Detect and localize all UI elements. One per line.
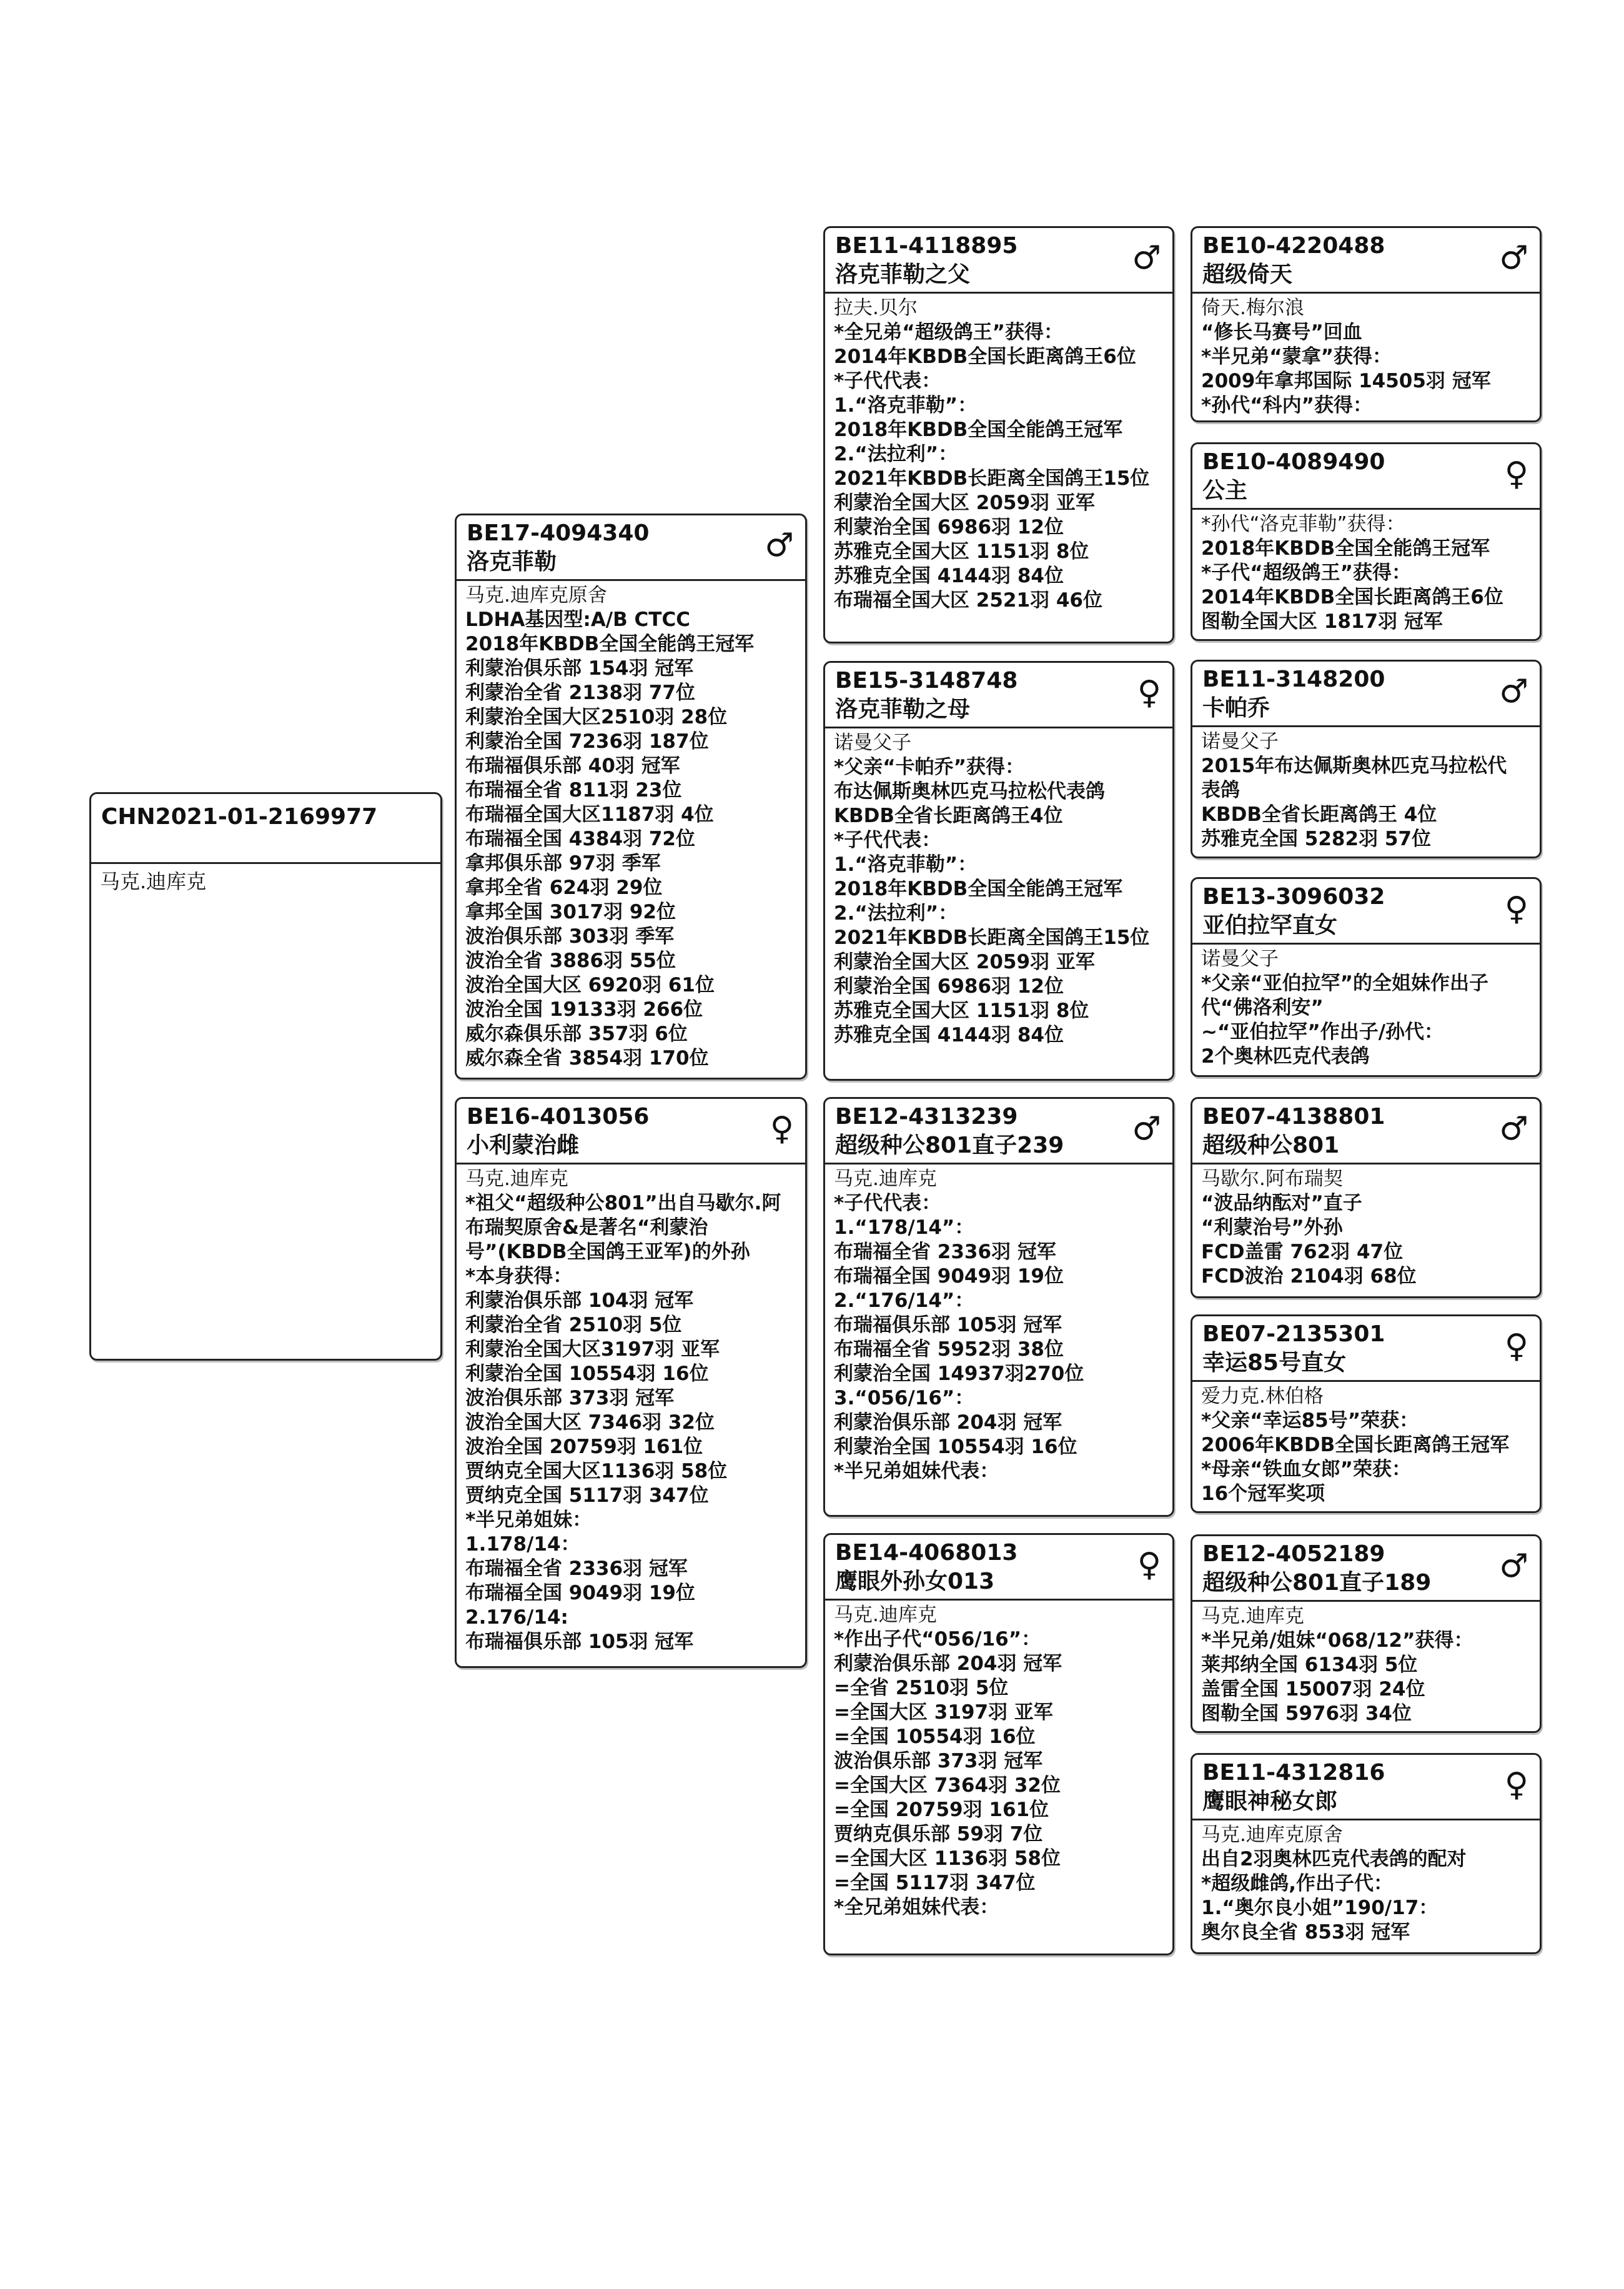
male-sex-icon: ♂: [1499, 673, 1528, 710]
achievement-line: 波治全国 20759羽 161位: [465, 1436, 703, 1458]
achievement-line: 2021年KBDB长距离全国鸽王15位: [834, 467, 1150, 490]
ring-number: BE12-4052189: [1202, 1541, 1385, 1567]
achievement-line: *全兄弟“超级鸽王”获得：: [834, 321, 1063, 344]
pigeon-name: 亚伯拉罕直女: [1202, 913, 1338, 938]
achievement-line: 威尔森全省 3854羽 170位: [465, 1047, 709, 1070]
pigeon-name: 公主: [1202, 478, 1248, 504]
male-sex-icon: ♂: [1499, 1110, 1528, 1148]
dam-sire-dam-card: [1191, 1314, 1542, 1513]
achievement-line: LDHA基因型:A/B CTCC: [465, 608, 690, 631]
card-body: [1192, 727, 1540, 855]
breeder-line: 马克.迪库克: [1201, 1605, 1304, 1627]
card-header: [1192, 662, 1540, 727]
female-sex-icon: ♀: [1137, 1546, 1161, 1584]
male-sex-icon: ♂: [1132, 239, 1161, 277]
card-body: [457, 1164, 805, 1658]
achievement-line: *子代代表：: [834, 829, 941, 852]
achievement-line: 代“佛洛利安”: [1201, 996, 1324, 1019]
pigeon-name: 超级种公801: [1202, 1133, 1340, 1158]
sire-dam-card: [823, 661, 1174, 1081]
achievement-line: 1.“洛克菲勒”：: [834, 853, 978, 876]
achievement-line: 利蒙治全国大区 2059羽 亚军: [834, 492, 1095, 514]
dam-dam-sire-card: [1191, 1534, 1542, 1733]
achievement-line: *孙代“科内”获得：: [1201, 394, 1372, 417]
achievement-line: 利蒙治俱乐部 204羽 冠军: [834, 1411, 1062, 1434]
achievement-line: 利蒙治全国 6986羽 12位: [834, 975, 1064, 998]
ring-number: BE11-4118895: [835, 233, 1018, 259]
achievement-line: 2.“176/14”：: [834, 1289, 974, 1312]
card-body: [1192, 945, 1540, 1073]
achievement-line: =全省 2510羽 5位: [834, 1677, 1009, 1699]
achievement-line: 2006年KBDB全国长距离鸽王冠军: [1201, 1434, 1510, 1456]
breeder-line: 马克.迪库克: [834, 1604, 937, 1626]
card-header: [1192, 1755, 1540, 1820]
achievement-line: *半兄弟/姐妹“068/12”获得：: [1201, 1629, 1473, 1652]
achievement-line: 波治全省 3886羽 55位: [465, 950, 676, 972]
achievement-line: FCD波治 2104羽 68位: [1201, 1265, 1417, 1288]
achievement-line: 布瑞福俱乐部 105羽 冠军: [834, 1314, 1062, 1336]
card-header: [825, 228, 1172, 294]
achievement-line: 号”(KBDB全国鸽王亚军)的外孙: [465, 1241, 750, 1263]
achievement-line: *父亲“幸运85号”荣获：: [1201, 1409, 1419, 1432]
achievement-line: 2018年KBDB全国全能鸽王冠军: [834, 419, 1123, 441]
breeder-line: 诺曼父子: [834, 732, 911, 754]
achievement-line: 利蒙治全国 6986羽 12位: [834, 516, 1064, 539]
achievement-line: *作出子代“056/16”：: [834, 1628, 1041, 1651]
pigeon-name: 洛克菲勒: [467, 549, 557, 575]
pigeon-name: 鹰眼神秘女郎: [1202, 1789, 1338, 1814]
achievement-line: 莱邦纳全国 6134羽 5位: [1201, 1654, 1418, 1676]
achievement-line: 16个冠军奖项: [1201, 1482, 1325, 1505]
achievement-line: 波治俱乐部 373羽 冠军: [834, 1750, 1043, 1772]
achievement-line: *子代“超级鸽王”获得：: [1201, 562, 1411, 584]
card-header: [1192, 1316, 1540, 1382]
achievement-line: 布瑞福全省 5952羽 38位: [834, 1338, 1064, 1361]
achievement-line: 布瑞福全省 2336羽 冠军: [834, 1241, 1056, 1263]
achievement-line: 图勒全国大区 1817羽 冠军: [1201, 610, 1443, 633]
achievement-line: 威尔森俱乐部 357羽 6位: [465, 1023, 688, 1045]
breeder-line: 马克.迪库克: [834, 1168, 937, 1190]
male-sex-icon: ♂: [1499, 1547, 1528, 1585]
pigeon-name: 小利蒙治雌: [467, 1133, 580, 1158]
male-sex-icon: ♂: [1132, 1110, 1161, 1148]
pigeon-name: 超级倚天: [1202, 262, 1293, 287]
achievement-line: 奥尔良全省 853羽 冠军: [1201, 1921, 1410, 1944]
achievement-line: KBDB全省长距离鸽王4位: [834, 805, 1063, 827]
female-sex-icon: ♀: [1504, 455, 1528, 493]
card-body: [1192, 510, 1540, 638]
achievement-line: 利蒙治全国 10554羽 16位: [465, 1363, 709, 1385]
achievement-line: 2.“法拉利”：: [834, 443, 958, 465]
card-header: [825, 1535, 1172, 1601]
breeder-line: 拉夫.贝尔: [834, 297, 918, 319]
achievement-line: 波治全国大区 7346羽 32位: [465, 1411, 715, 1434]
breeder-line: 爱力克.林伯格: [1201, 1385, 1324, 1408]
sire-sire-dam-card: [1191, 442, 1542, 641]
achievement-line: 1.“洛克菲勒”：: [834, 394, 978, 417]
achievement-line: 2.“法拉利”：: [834, 902, 958, 925]
breeder-line: *孙代“洛克菲勒”获得：: [1201, 513, 1405, 535]
dam-sire-card: [823, 1097, 1174, 1517]
pigeon-name: 卡帕乔: [1202, 695, 1270, 721]
achievement-line: *父亲“卡帕乔”获得：: [834, 756, 1024, 778]
achievement-line: 2021年KBDB长距离全国鸽王15位: [834, 926, 1150, 949]
breeder-line: 马克.迪库克原舍: [1201, 1824, 1343, 1846]
ring-number: BE16-4013056: [467, 1104, 650, 1130]
sire-sire-sire-card: [1191, 226, 1542, 422]
achievement-line: =全国大区 3197羽 亚军: [834, 1701, 1053, 1724]
card-header: [825, 1099, 1172, 1164]
breeder-line: 马克.迪库克原舍: [465, 584, 607, 607]
card-header: [1192, 1099, 1540, 1164]
achievement-line: *超级雌鸽,作出子代：: [1201, 1872, 1393, 1895]
achievement-line: =全国 10554羽 16位: [834, 1725, 1036, 1748]
achievement-line: 1.178/14：: [465, 1533, 580, 1556]
achievement-line: 利蒙治全国 7236羽 187位: [465, 730, 709, 753]
achievement-line: 2014年KBDB全国长距离鸽王6位: [834, 345, 1136, 368]
pigeon-name: 洛克菲勒之父: [835, 262, 971, 287]
achievement-line: 2009年拿邦国际 14505羽 冠军: [1201, 370, 1491, 392]
achievement-line: =全国大区 7364羽 32位: [834, 1774, 1061, 1797]
achievement-line: 利蒙治全国 14937羽270位: [834, 1363, 1084, 1385]
achievement-line: 布瑞福全国大区 2521羽 46位: [834, 589, 1103, 612]
achievement-line: 盖雷全国 15007羽 24位: [1201, 1678, 1425, 1701]
subject-card: [89, 792, 442, 1361]
ring-number: BE07-2135301: [1202, 1321, 1385, 1347]
achievement-line: 布瑞契原舍&是著名“利蒙治: [465, 1216, 708, 1239]
achievement-line: *父亲“亚伯拉罕”的全姐妹作出子: [1201, 972, 1488, 995]
achievement-line: 2018年KBDB全国全能鸽王冠军: [834, 878, 1123, 900]
card-body: [457, 581, 805, 1075]
card-header: [1192, 879, 1540, 945]
achievement-line: 布瑞福全国大区1187羽 4位: [465, 803, 714, 826]
achievement-line: 利蒙治俱乐部 104羽 冠军: [465, 1289, 694, 1312]
achievement-line: 1.“178/14”：: [834, 1216, 974, 1239]
achievement-line: 2015年布达佩斯奥林匹克马拉松代: [1201, 755, 1507, 777]
achievement-line: 波治全国大区 6920羽 61位: [465, 974, 715, 996]
male-sex-icon: ♂: [765, 527, 794, 564]
achievement-line: 布瑞福俱乐部 105羽 冠军: [465, 1631, 694, 1653]
achievement-line: 苏雅克全国 4144羽 84位: [834, 565, 1064, 587]
subject-breeder: 马克.迪库克: [100, 870, 207, 893]
achievement-line: 苏雅克全国 5282羽 57位: [1201, 828, 1432, 850]
card-body: [1192, 1382, 1540, 1510]
subject-ring-number: CHN2021-01-2169977: [101, 804, 378, 830]
breeder-line: 马克.迪库克: [465, 1168, 568, 1190]
card-body: [825, 1164, 1172, 1487]
ring-number: BE10-4220488: [1202, 233, 1385, 259]
achievement-line: 利蒙治全国大区3197羽 亚军: [465, 1338, 720, 1361]
achievement-line: *全兄弟姐妹代表：: [834, 1896, 999, 1919]
achievement-line: 波治俱乐部 303羽 季军: [465, 925, 675, 948]
achievement-line: =全国大区 1136羽 58位: [834, 1847, 1061, 1870]
card-header: [1192, 228, 1540, 294]
achievement-line: 拿邦俱乐部 97羽 季军: [465, 852, 661, 875]
achievement-line: “利蒙治号”外孙: [1201, 1216, 1343, 1239]
achievement-line: 利蒙治全国 10554羽 16位: [834, 1436, 1077, 1458]
achievement-line: 2.176/14:: [465, 1606, 568, 1629]
achievement-line: *子代代表：: [834, 1192, 941, 1214]
ring-number: BE12-4313239: [835, 1104, 1018, 1130]
pigeon-name: 鹰眼外孙女013: [835, 1569, 995, 1594]
female-sex-icon: ♀: [1504, 890, 1528, 928]
ring-number: BE07-4138801: [1202, 1104, 1385, 1130]
ring-number: BE14-4068013: [835, 1540, 1018, 1566]
achievement-line: 布瑞福俱乐部 40羽 冠军: [465, 755, 680, 777]
achievement-line: 布瑞福全国 9049羽 19位: [465, 1582, 696, 1604]
achievement-line: *半兄弟姐妹：: [465, 1509, 592, 1531]
card-body: [825, 294, 1172, 617]
sire-sire-card: [823, 226, 1174, 643]
achievement-line: 2014年KBDB全国长距离鸽王6位: [1201, 586, 1503, 608]
achievement-line: 布瑞福全省 2336羽 冠军: [465, 1557, 688, 1580]
male-sex-icon: ♂: [1499, 239, 1528, 277]
achievement-line: 波治全国 19133羽 266位: [465, 998, 703, 1021]
achievement-line: 2个奥林匹克代表鸽: [1201, 1045, 1370, 1068]
achievement-line: 拿邦全国 3017羽 92位: [465, 901, 676, 923]
achievement-line: 利蒙治俱乐部 204羽 冠军: [834, 1652, 1062, 1675]
pigeon-name: 洛克菲勒之母: [835, 697, 971, 722]
achievement-line: 苏雅克全国大区 1151羽 8位: [834, 540, 1089, 563]
achievement-line: 利蒙治全省 2138羽 77位: [465, 682, 696, 704]
pigeon-name: 幸运85号直女: [1202, 1350, 1347, 1376]
ring-number: BE10-4089490: [1202, 449, 1385, 475]
dam-card: [455, 1097, 807, 1668]
achievement-line: KBDB全省长距离鸽王 4位: [1201, 803, 1437, 826]
ring-number: BE11-4312816: [1202, 1760, 1385, 1785]
achievement-line: 波治俱乐部 373羽 冠军: [465, 1387, 675, 1409]
achievement-line: 利蒙治全省 2510羽 5位: [465, 1314, 682, 1336]
achievement-line: 布达佩斯奥林匹克马拉松代表鸽: [834, 780, 1105, 803]
achievement-line: 布瑞福全省 811羽 23位: [465, 779, 682, 802]
female-sex-icon: ♀: [1504, 1328, 1528, 1365]
dam-dam-dam-card: [1191, 1753, 1542, 1954]
achievement-line: 利蒙治全国大区2510羽 28位: [465, 706, 728, 728]
achievement-line: 1.“奥尔良小姐”190/17：: [1201, 1897, 1438, 1919]
card-body: [825, 1601, 1172, 1924]
sire-dam-sire-card: [1191, 660, 1542, 858]
card-header: [1192, 1536, 1540, 1602]
ring-number: BE13-3096032: [1202, 884, 1385, 910]
breeder-line: 倚天.梅尔浪: [1201, 297, 1304, 319]
achievement-line: 贾纳克俱乐部 59羽 7位: [834, 1823, 1043, 1845]
female-sex-icon: ♀: [1504, 1766, 1528, 1804]
achievement-line: =全国 20759羽 161位: [834, 1799, 1049, 1821]
card-header: [457, 1099, 805, 1164]
ring-number: BE17-4094340: [467, 520, 650, 546]
card-header: [1192, 444, 1540, 510]
achievement-line: ~“亚伯拉罕”作出子/孙代：: [1201, 1021, 1444, 1043]
achievement-line: FCD盖雷 762羽 47位: [1201, 1241, 1404, 1263]
breeder-line: 诺曼父子: [1201, 730, 1279, 753]
card-body: [1192, 1164, 1540, 1293]
achievement-line: =全国 5117羽 347位: [834, 1872, 1036, 1894]
achievement-line: *半兄弟姐妹代表：: [834, 1460, 999, 1482]
ring-number: BE15-3148748: [835, 668, 1018, 693]
achievement-line: 布瑞福全国 9049羽 19位: [834, 1265, 1064, 1288]
achievement-line: *本身获得：: [465, 1265, 573, 1288]
card-body: [1192, 1602, 1540, 1730]
card-body: [1192, 1820, 1540, 1949]
dam-sire-sire-card: [1191, 1097, 1542, 1298]
achievement-line: 出自2羽奥林匹克代表鸽的配对: [1201, 1848, 1467, 1870]
achievement-line: 拿邦全省 624羽 29位: [465, 876, 663, 899]
ring-number: BE11-3148200: [1202, 667, 1385, 692]
card-header: [825, 663, 1172, 728]
breeder-line: 诺曼父子: [1201, 948, 1279, 970]
achievement-line: 苏雅克全国 4144羽 84位: [834, 1024, 1064, 1046]
achievement-line: 苏雅克全国大区 1151羽 8位: [834, 1000, 1089, 1022]
achievement-line: 贾纳克全国 5117羽 347位: [465, 1484, 709, 1507]
subject-card-body: [91, 864, 440, 898]
breeder-line: 马歇尔.阿布瑞契: [1201, 1168, 1343, 1190]
achievement-line: “修长马赛号”回血: [1201, 321, 1362, 344]
dam-dam-card: [823, 1533, 1174, 1955]
achievement-line: 3.“056/16”：: [834, 1387, 974, 1409]
subject-card-header: [91, 794, 440, 864]
sire-card: [455, 514, 807, 1080]
achievement-line: *母亲“铁血女郎”荣获：: [1201, 1458, 1411, 1481]
achievement-line: 贾纳克全国大区1136羽 58位: [465, 1460, 728, 1482]
achievement-line: 利蒙治俱乐部 154羽 冠军: [465, 657, 694, 680]
achievement-line: 图勒全国 5976羽 34位: [1201, 1702, 1412, 1725]
achievement-line: 利蒙治全国大区 2059羽 亚军: [834, 951, 1095, 973]
card-body: [1192, 294, 1540, 422]
achievement-line: 布瑞福全国 4384羽 72位: [465, 828, 696, 850]
female-sex-icon: ♀: [1137, 674, 1161, 712]
sire-dam-dam-card: [1191, 877, 1542, 1077]
achievement-line: 2018年KBDB全国全能鸽王冠军: [1201, 537, 1490, 560]
achievement-line: *祖父“超级种公801”出自马歇尔.阿: [465, 1192, 781, 1214]
female-sex-icon: ♀: [770, 1110, 794, 1148]
achievement-line: *子代代表：: [834, 370, 941, 392]
achievement-line: “波品纳酝对”直子: [1201, 1192, 1362, 1214]
pigeon-name: 超级种公801直子189: [1202, 1570, 1432, 1596]
achievement-line: *半兄弟“蒙拿”获得：: [1201, 345, 1392, 368]
card-body: [825, 728, 1172, 1051]
pigeon-name: 超级种公801直子239: [835, 1133, 1064, 1158]
card-header: [457, 515, 805, 581]
achievement-line: 表鸽: [1201, 779, 1240, 802]
achievement-line: 2018年KBDB全国全能鸽王冠军: [465, 633, 755, 655]
